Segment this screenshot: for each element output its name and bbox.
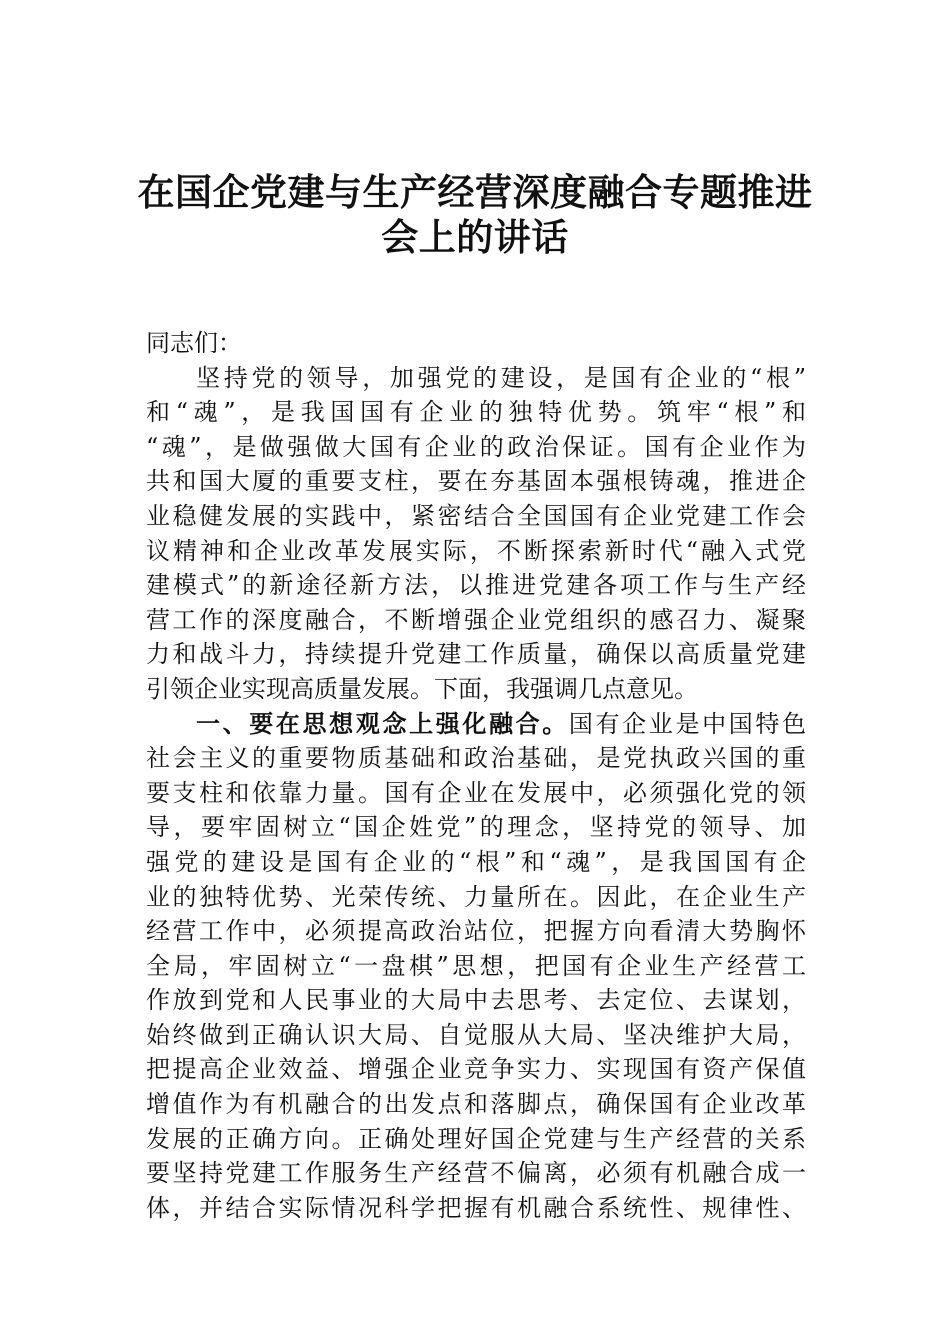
- paragraph-line: 要支柱和依靠力量。国有企业在发展中，必须强化党的领: [146, 778, 806, 807]
- paragraph-line: 全局，牢固树立“一盘棋”思想，把国有企业生产经营工: [146, 951, 806, 980]
- paragraph-line: 导，要牢固树立“国企姓党”的理念，坚持党的领导、加: [146, 813, 806, 842]
- document-title-line2: 会上的讲话: [381, 215, 569, 259]
- paragraph-line: 体，并结合实际情况科学把握有机融合系统性、规律性、: [146, 1193, 806, 1222]
- paragraph-line: 建模式”的新途径新方法，以推进党建各项工作与生产经: [146, 571, 806, 600]
- paragraph-line: 业的独特优势、光荣传统、力量所在。因此，在企业生产: [146, 882, 806, 911]
- section-1-first-text: 国有企业是中国特色: [568, 709, 807, 738]
- paragraph-line: 共和国大厦的重要支柱，要在夯基固本强根铸魂，推进企: [146, 467, 806, 496]
- section-1: [146, 707, 806, 1226]
- paragraph-line: 作放到党和人民事业的大局中去思考、去定位、去谋划，: [146, 986, 806, 1015]
- paragraph-line: 力和战斗力，持续提升党建工作质量，确保以高质量党建: [146, 640, 806, 669]
- paragraph-line: 议精神和企业改革发展实际，不断探索新时代“融入式党: [146, 536, 806, 565]
- paragraph-line: 社会主义的重要物质基础和政治基础，是党执政兴国的重: [146, 744, 806, 773]
- paragraph-intro: [146, 361, 806, 707]
- document-body: [146, 326, 806, 1225]
- paragraph-line: 增值作为有机融合的出发点和落脚点，确保国有企业改革: [146, 1090, 806, 1119]
- paragraph-line: 经营工作中，必须提高政治站位，把握方向看清大势胸怀: [146, 917, 806, 946]
- paragraph-line: 要坚持党建工作服务生产经营不偏离，必须有机融合成一: [146, 1159, 806, 1188]
- paragraph-line: 和“魂”，是我国国有企业的独特优势。筑牢“根”和: [146, 398, 806, 427]
- paragraph-line: 业稳健发展的实践中，紧密结合全国国有企业党建工作会: [146, 501, 806, 530]
- section-1-first-line: [146, 707, 806, 742]
- paragraph-line: “魂”，是做强做大国有企业的政治保证。国有企业作为: [146, 432, 806, 461]
- salutation: 同志们：: [146, 329, 242, 357]
- section-1-heading: 一、要在思想观念上强化融合。: [196, 708, 569, 738]
- document-title-line1: 在国企党建与生产经营深度融合专题推进: [137, 170, 813, 214]
- paragraph-line: 强党的建设是国有企业的“根”和“魂”，是我国国有企: [146, 847, 806, 876]
- paragraph-line: 营工作的深度融合，不断增强企业党组织的感召力、凝聚: [146, 605, 806, 634]
- paragraph-line: 始终做到正确认识大局、自觉服从大局、坚决维护大局，: [146, 1020, 806, 1049]
- paragraph-line: 坚持党的领导，加强党的建设，是国有企业的“根”: [196, 363, 806, 392]
- paragraph-line: 引领企业实现高质量发展。下面，我强调几点意见。: [146, 674, 698, 703]
- paragraph-line: 发展的正确方向。正确处理好国企党建与生产经营的关系: [146, 1124, 806, 1153]
- paragraph-line: 把提高企业效益、增强企业竞争实力、实现国有资产保值: [146, 1055, 806, 1084]
